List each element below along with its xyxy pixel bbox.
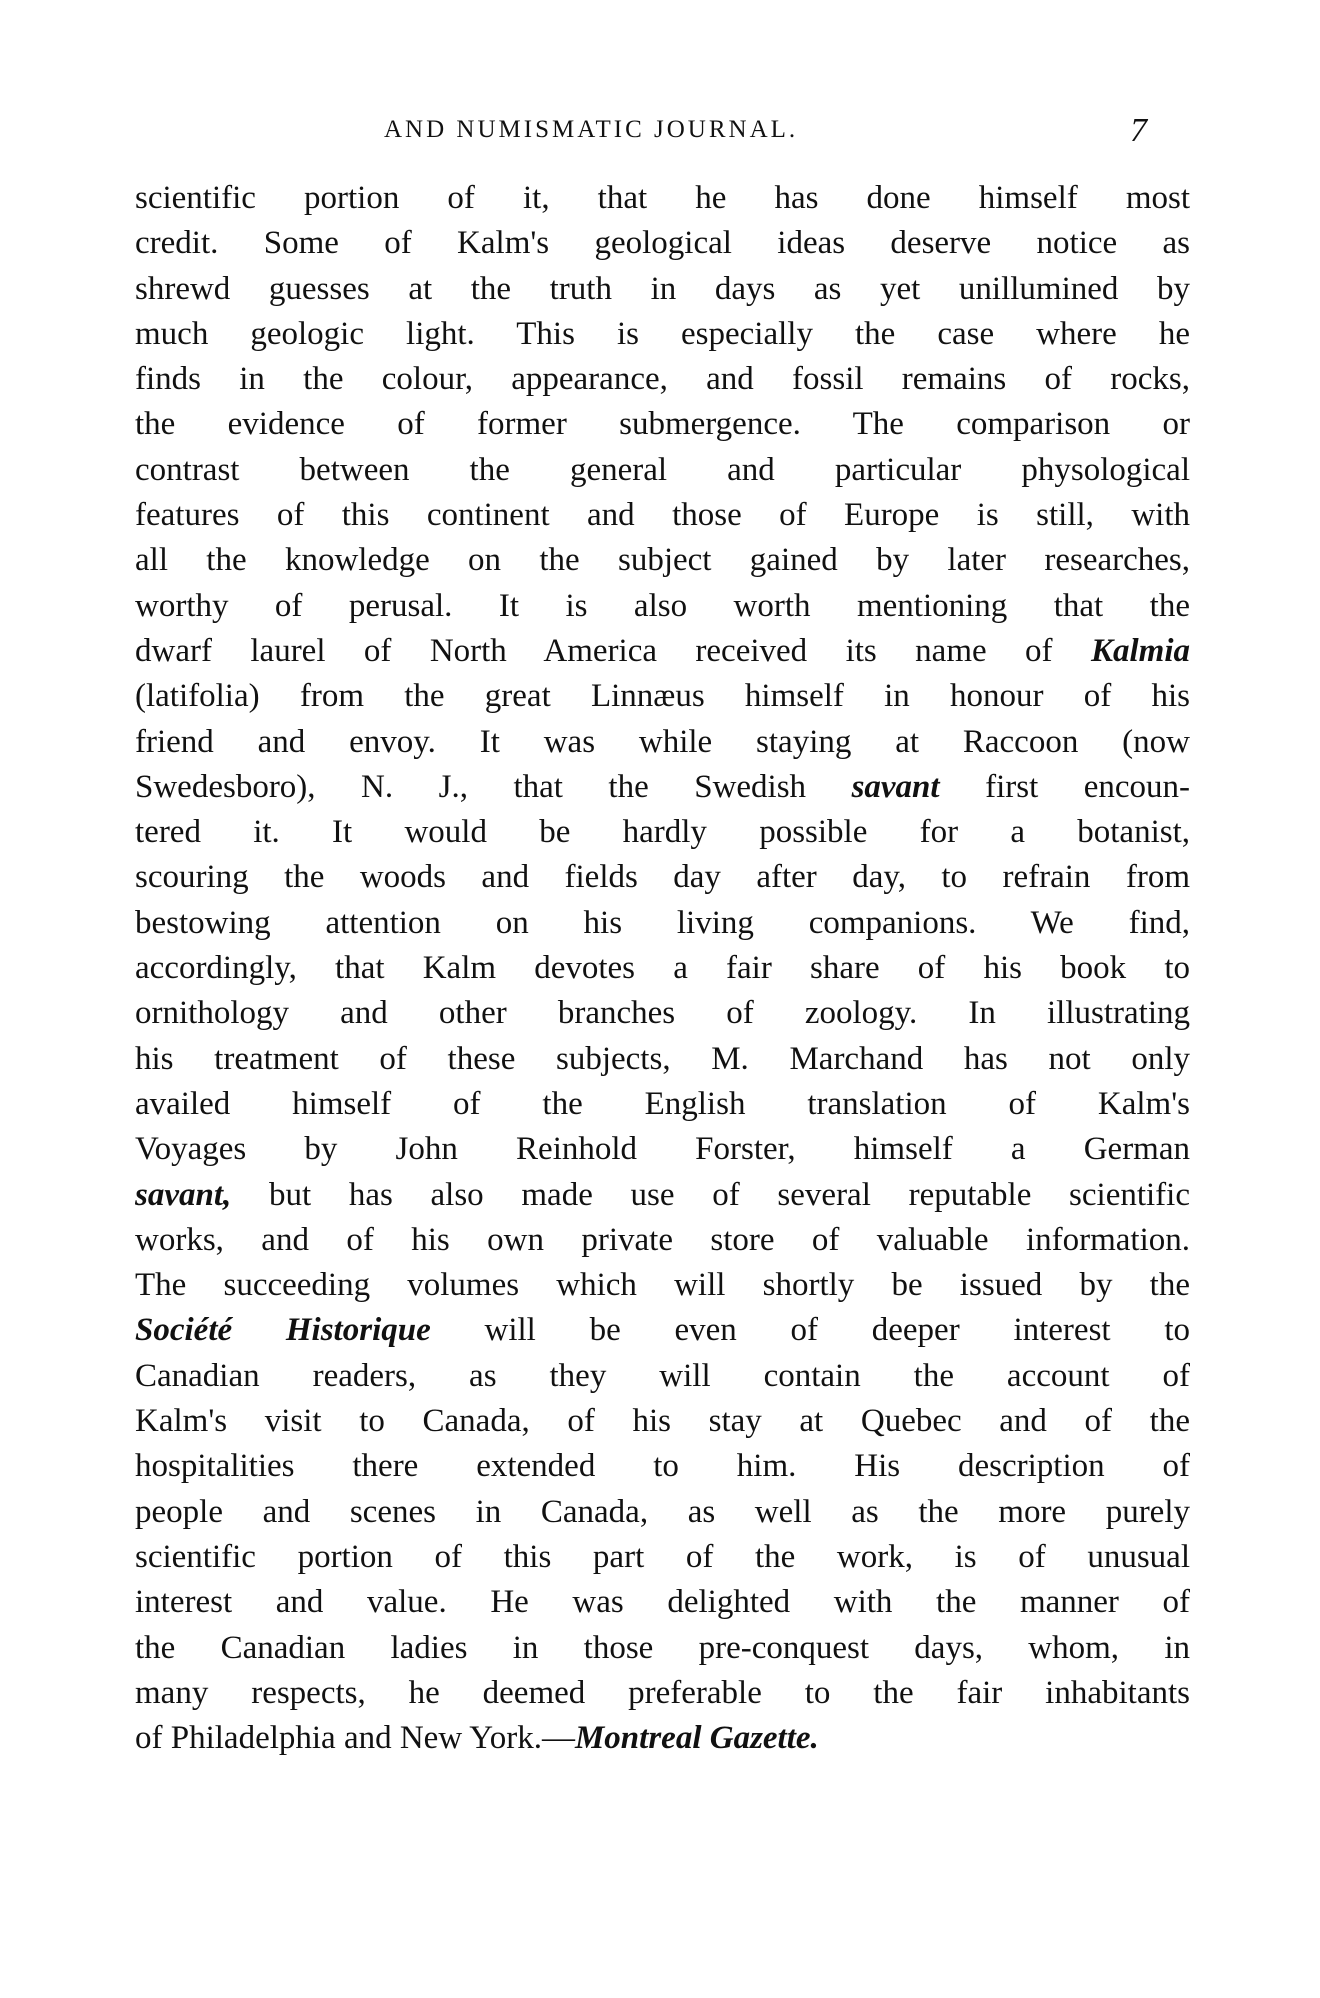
citation-source: Montreal Gazette. — [574, 1720, 819, 1757]
text-line: accordingly, that Kalm devotes a fair share of his book to — [135, 950, 1190, 987]
text-line: Kalm's visit to Canada, of his stay at Quebec and of the — [135, 1403, 1190, 1440]
italic-term: Société Historique — [135, 1312, 431, 1349]
text-line: ornithology and other branches of zoology. In illustrating — [135, 995, 1190, 1032]
text-line — [135, 765, 1190, 810]
text-line-part: of Philadelphia and New York.— — [135, 1720, 575, 1757]
text-line — [135, 629, 1190, 674]
text-line: contrast between the general and particular physological — [135, 451, 1190, 488]
text-line: works, and of his own private store of valuable information. — [135, 1221, 1190, 1258]
text-line: Canadian readers, as they will contain the account of — [135, 1357, 1190, 1394]
text-line: Voyages by John Reinhold Forster, himself a German — [135, 1131, 1190, 1168]
text-line: scouring the woods and fields day after day, to refrain from — [135, 859, 1190, 896]
text-line: finds in the colour, appearance, and fossil remains of rocks, — [135, 361, 1190, 398]
text-line: features of this continent and those of Europe is still, with — [135, 497, 1190, 534]
text-line: hospitalities there extended to him. His description of — [135, 1448, 1190, 1485]
text-line — [135, 1716, 1190, 1761]
text-line: shrewd guesses at the truth in days as yet unillumined by — [135, 270, 1190, 307]
italic-term: savant, — [135, 1176, 232, 1213]
text-line-part: but has also made use of several reputable scientific — [268, 1176, 1190, 1213]
text-line: scientific portion of this part of the work, is of unusual — [135, 1538, 1190, 1575]
text-line: interest and value. He was delighted with the manner of — [135, 1584, 1190, 1621]
body-text — [135, 176, 1190, 1761]
text-line — [135, 1173, 1190, 1218]
text-line-part: will be even of deeper interest to — [484, 1312, 1190, 1349]
text-line: availed himself of the English translation of Kalm's — [135, 1085, 1190, 1122]
text-line: the Canadian ladies in those pre-conquest days, whom, in — [135, 1629, 1190, 1666]
text-line: (latifolia) from the great Linnæus himself in honour of his — [135, 678, 1190, 715]
text-line: worthy of perusal. It is also worth mentioning that the — [135, 587, 1190, 624]
text-line: many respects, he deemed preferable to the fair inhabitants — [135, 1674, 1190, 1711]
text-line: much geologic light. This is especially the case where he — [135, 315, 1190, 352]
text-line: bestowing attention on his living companions. We find, — [135, 904, 1190, 941]
text-line: friend and envoy. It was while staying at Raccoon (now — [135, 723, 1190, 760]
text-line — [135, 1308, 1190, 1353]
text-line: credit. Some of Kalm's geological ideas deserve notice as — [135, 225, 1190, 262]
text-line: scientific portion of it, that he has done himself most — [135, 180, 1190, 216]
page-number: 7 — [1130, 112, 1147, 149]
text-line: The succeeding volumes which will shortly be issued by the — [135, 1267, 1190, 1304]
italic-term: savant — [851, 768, 940, 805]
text-line: his treatment of these subjects, M. Marchand has not only — [135, 1040, 1190, 1077]
text-line: all the knowledge on the subject gained by later researches, — [135, 542, 1190, 579]
text-line-part: Swedesboro), N. J., that the Swedish — [135, 768, 807, 805]
italic-term: Kalmia — [1090, 632, 1190, 669]
text-line-part: dwarf laurel of North America received its name of — [135, 632, 1053, 669]
text-line: people and scenes in Canada, as well as the more purely — [135, 1493, 1190, 1530]
running-title: AND NUMISMATIC JOURNAL. — [384, 116, 799, 143]
text-line: tered it. It would be hardly possible for a botanist, — [135, 814, 1190, 851]
text-line-part: first encoun- — [985, 768, 1190, 805]
text-line: the evidence of former submergence. The comparison or — [135, 406, 1190, 443]
running-head — [0, 112, 1320, 152]
